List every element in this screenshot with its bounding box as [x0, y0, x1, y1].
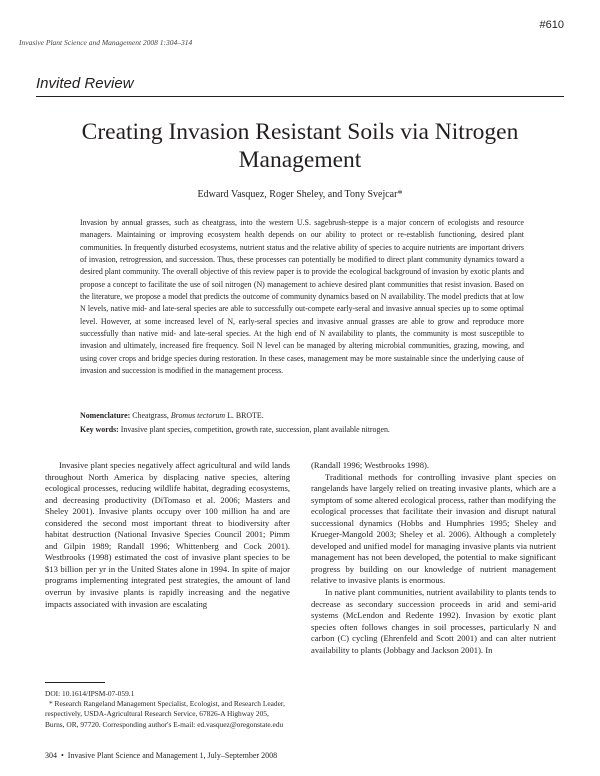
- abstract: Invasion by annual grasses, such as cheatgrass, into the western U.S. sagebrush-steppe is a major concern of ecologists and resource managers. Maintaining or improving ecosystem health depends on our ability to protect or re-establish functioning, desired plant communities. In frequently disturbed ecosystems, nutrient status and the relative ability of species to acquire nutrients are important drivers of invasion, retrogression, and succession. Thus, these processes can potentially be modified to direct plant community dynamics toward a desired plant community. The overall objective of this review paper is to provide the ecological background of invasion by exotic plants and propose a concept to facilitate the use of soil nitrogen (N) management to achieve desired plant communities that resist invasion. Based on the literature, we propose a model that predicts the outcome of community dynamics based on N availability. The model predicts that at low N levels, native mid- and late-seral species are able to successfully out-compete early-seral and invasive annual species up to some optimal level. However, at some increased level of N, early-seral species and invasive annual grasses are able to grow and reproduce more successfully than native mid- and late-seral species. At the high end of N availability to plants, the community is most susceptible to invasion and ultimately, increased fire frequency. Soil N level can be managed by altering microbial communities, grazing, mowing, and using cover crops and bridge species during restoration. In these cases, management may be more sustainable since the underlying cause of invasion and succession is modified in the management process.: [80, 218, 524, 376]
- section-label: Invited Review: [36, 75, 134, 92]
- body-paragraph: Invasive plant species negatively affect agricultural and wild lands throughout North America by displacing native species, altering ecological processes, reducing wildlife habitat, degrading ecosystems, and decreasing productivity (DiTomaso et al. 2006; Masters and Sheley 2001). Invasive plants occupy over 100 million ha and are considered the second most important threat to biodiversity after habitat destruction (National Invasive Species Council 2001; Pimm and Gilpin 1989; Randall 1996; Whittenberg and Cock 2001). Westbrooks (1998) estimated the cost of invasive plant species to be $13 billion per yr in the United States alone in 1994. In spite of major programs implementing integrated pest strategies, the amount of land overrun by invasive plants is rapidly increasing and the negative impacts associated with invasion are escalating: [45, 460, 290, 609]
- footnote-divider: [45, 682, 105, 683]
- author-list: Edward Vasquez, Roger Sheley, and Tony Svejcar*: [197, 189, 403, 200]
- body-column-left: [45, 460, 290, 610]
- nomenclature-common-name: Cheatgrass,: [132, 411, 169, 420]
- journal-running-header: Invasive Plant Science and Management 2008 1:304–314: [19, 38, 193, 47]
- footnote: [45, 689, 290, 730]
- keywords-label: Key words:: [80, 425, 119, 434]
- nomenclature-label: Nomenclature:: [80, 411, 131, 420]
- nomenclature-scientific-name: Bromus tectorum: [170, 411, 226, 420]
- body-paragraph: Traditional methods for controlling invasive plant species on rangelands have largely relied on treating invasive plants, which are a symptom of some altered ecological process, rather than modifying the ecological processes that facilitate their invasion and disrupt natural successional dynamics (Hobbs and Humphries 1995; Sheley and Krueger-Mangold 2003; Sheley et al. 2006). Although a completely developed and unified model for managing invasive plants via nutrient management has not been developed, the potential to make significant progress by building on our knowledge of nutrient management relative to invasive plants is enormous.: [311, 471, 556, 586]
- document-number: #610: [539, 19, 564, 31]
- footnote-affiliation: * Research Rangeland Management Specialist, Ecologist, and Research Leader, respectively, USDA-Agricultural Research Service, 67826-A Highway 205, Burns, OR, 97720. Corresponding author's E-mail: ed.vasquez@oregonstate.edu: [45, 699, 285, 729]
- page-footer: 304 • Invasive Plant Science and Management 1, July–September 2008: [45, 751, 278, 760]
- nomenclature-authority: L. BROTE.: [227, 411, 264, 420]
- nomenclature-line: [80, 411, 524, 420]
- body-paragraph-continuation: (Randall 1996; Westbrooks 1998).: [311, 460, 430, 470]
- article-title: Creating Invasion Resistant Soils via Nitrogen Management: [81, 119, 519, 173]
- section-divider: [36, 96, 564, 97]
- footnote-doi: DOI: 10.1614/IPSM-07-059.1: [45, 689, 135, 698]
- body-column-right: [311, 460, 556, 656]
- keywords-line: [80, 425, 524, 434]
- keywords-text: Invasive plant species, competition, growth rate, succession, plant available nitrogen.: [120, 425, 390, 434]
- body-paragraph: In native plant communities, nutrient availability to plants tends to decrease as secondary succession proceeds in arid and semi-arid systems (McLendon and Redente 1992). Invasion by exotic plant species often follows changes in soil processes, particularly N and carbon (C) cycling (Ehrenfeld and Scott 2001) and can alter nutrient availability to plants (Jobbagy and Jackson 2001). In: [311, 587, 556, 655]
